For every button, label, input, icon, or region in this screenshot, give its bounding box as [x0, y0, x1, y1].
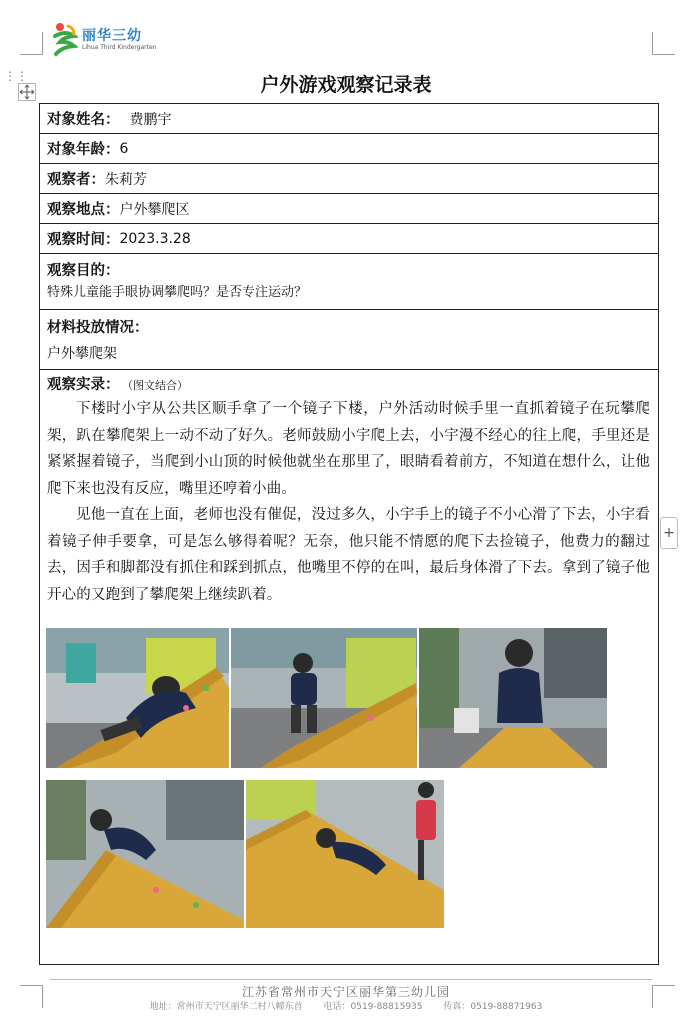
- location-value[interactable]: 户外攀爬区: [119, 201, 190, 218]
- school-logo: [52, 20, 156, 60]
- logo-subtext: Lihua Third Kindergarten: [82, 44, 157, 51]
- observation-photo[interactable]: [46, 780, 244, 928]
- time-value[interactable]: 2023.3.28: [119, 230, 191, 247]
- purpose-label: 观察目的：: [47, 263, 120, 279]
- age-label: 对象年龄：: [47, 142, 120, 158]
- logo-icon: [52, 22, 78, 58]
- observation-photo[interactable]: [419, 628, 607, 768]
- location-label: 观察地点：: [47, 202, 120, 218]
- time-row: [40, 224, 658, 254]
- time-label: 观察时间：: [47, 232, 120, 248]
- footer-address: 地址：常州市天宁区丽华二村八幢东首: [149, 1002, 303, 1012]
- observation-paragraph[interactable]: 下楼时小宇从公共区顺手拿了一个镜子下楼，户外活动时候手里一直抓着镜子在玩攀爬架，趴在攀爬架上一动不动了好久。老师鼓励小宇爬上去，小宇漫不经心的往上爬，手里还是紧紧握着镜子，当爬到小山顶的时候他就坐在那里了，眼睛看着前方，不知道在想什么，让他爬下来也没有反应，嘴里还哼着小曲。: [47, 401, 650, 497]
- add-icon[interactable]: +: [660, 517, 678, 549]
- name-value[interactable]: 费鹏宇: [129, 111, 172, 128]
- observer-row: [40, 164, 658, 194]
- footer-fax: 传真：0519-88871963: [443, 1002, 543, 1012]
- observation-paragraph[interactable]: 见他一直在上面，老师也没有催促，没过多久，小宇手上的镜子不小心滑了下去，小宇看着镜子伸手要拿，可是怎么够得着呢？无奈，他只能不情愿的爬下去捡镜子，他费力的翻过去，因手和脚都没有抓住和踩到抓点，他嘴里不停的在叫，最后身体滑了下去。拿到了镜子他开心的又跑到了攀爬架上继续趴着。: [47, 507, 650, 603]
- observation-photo[interactable]: [231, 628, 417, 768]
- observer-label: 观察者：: [47, 172, 105, 188]
- observation-note: （图文结合）: [127, 379, 188, 392]
- name-row: [40, 104, 658, 134]
- page-corner-mark: [652, 32, 675, 55]
- material-row: [40, 310, 658, 370]
- age-value[interactable]: 6: [119, 140, 129, 157]
- footer-contact: [0, 999, 692, 1012]
- observation-photo[interactable]: [46, 628, 229, 768]
- footer-divider: [50, 979, 652, 980]
- observation-photo[interactable]: [246, 780, 444, 928]
- document-title: 户外游戏观察记录表: [260, 74, 432, 96]
- name-label: 对象姓名：: [47, 112, 120, 128]
- location-row: [40, 194, 658, 224]
- footer-phone: 电话：0519-88815935: [323, 1002, 423, 1012]
- purpose-row: [40, 254, 658, 310]
- logo-text: 丽华三幼: [82, 28, 142, 44]
- observer-value[interactable]: 朱莉芳: [105, 171, 147, 188]
- observation-label: 观察实录：: [47, 377, 120, 393]
- purpose-value[interactable]: 特殊儿童能手眼协调攀爬吗？是否专注运动？: [47, 285, 308, 300]
- drag-handle-icon[interactable]: ⋮⋮: [4, 69, 28, 83]
- observation-record-table: [39, 103, 659, 965]
- footer-school-name: 江苏省常州市天宁区丽华第三幼儿园: [241, 985, 450, 999]
- material-value[interactable]: 户外攀爬架: [47, 346, 117, 362]
- age-row: [40, 134, 658, 164]
- page-corner-mark: [20, 32, 43, 55]
- observation-row: [40, 370, 658, 608]
- material-label: 材料投放情况：: [47, 320, 149, 336]
